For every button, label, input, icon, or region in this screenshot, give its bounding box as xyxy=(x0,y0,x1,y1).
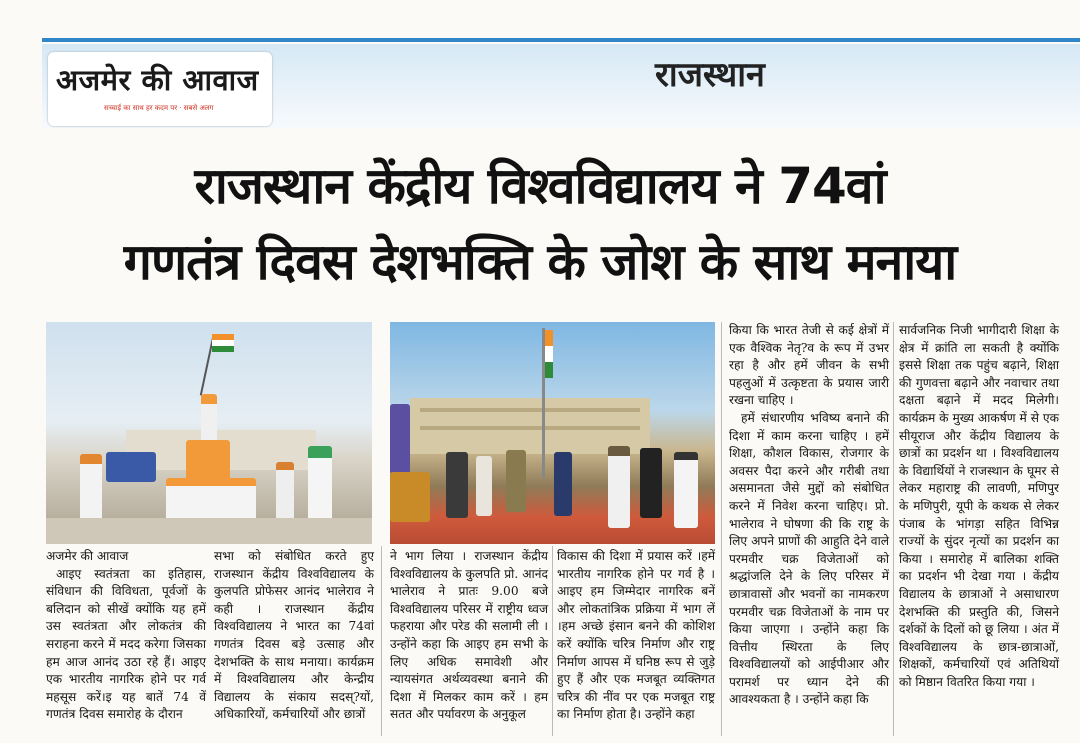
photo-students-pyramid xyxy=(46,322,372,544)
column-1-text: आइए स्वतंत्रता का इतिहास, संविधान की विविधता, पूर्वजों के बलिदान को सीखें क्योंकि यह हमें उस स्वतंत्रता और लोकतंत्र की सराहना करने में मदद करेगा जिसका हम आज आनंद उठा रहे हैं। आइए एक भारतीय नागरिक होने पर गर्व महसूस करें।इ यह बातें 74 वें गणतंत्र दिवस समारोह के दौरान xyxy=(46,566,206,722)
column-5-text-a: किया कि भारत तेजी से कई क्षेत्रों में एक वैश्विक नेतृ?व के रूप में उभर रहा है और हमें जीवन के सभी पहलुओं में उत्कृष्टता के प्रयास जारी रखना चाहिए । xyxy=(729,323,889,408)
column-6-text: सार्वजनिक निजी भागीदारी शिक्षा के क्षेत्र में क्रांति ला सकती है क्योंकि इससे शिक्षा तक पहुंच बढ़ाने, शिक्षा की गुणवत्ता बढ़ाने और नवाचार तथा दक्षता बढ़ाने में मदद मिलेगी। कार्यक्रम के मुख्य आकर्षण में से एक सीयूराज और केंद्रीय विद्यालय के छात्रों का प्रदर्शन था । विश्वविद्यालय के विद्यार्थियों ने राजस्थान के घूमर से लेकर महाराष्ट्र की लावणी, मणिपुर के मणिपुरी, यूपी के कथक से लेकर पंजाब के भांगड़ा सहित विभिन्न राज्यों के सुंदर नृत्यों का प्रदर्शन का किया । समारोह में बालिका शक्ति का प्रदर्शन भी देखा गया । केंद्रीय विद्यालय के छात्राओं ने असाधारण देशभक्ति की प्रस्तुति की, जिसने दर्शकों के दिलों को छू लिया । अंत में विश्वविद्यालय के छात्र-छात्राओं, शिक्षकों, कर्मचारियों एवं अतिथियों को मिष्ठान वितरित किया गया । xyxy=(899,323,1059,689)
column-5-text-b: हमें संधारणीय भविष्य बनाने की दिशा में काम करना चाहिए । हमें शिक्षा, कौशल विकास, रोजगार के अवसर पैदा करने और गरीबी तथा असमानता जैसे मुद्दों को संबोधित करने में निवेश करना चाहिए। प्रो. भालेराव ने घोषणा की कि राष्ट्र के लिए अपने प्राणों की आहुति देने वाले परमवीर चक्र विजेताओं को श्रद्धांजलि देने के लिए परिसर में छात्रावासों और भवनों का नामकरण परमवीर चक्र विजेताओं के नाम पर किया जाएगा । उन्होंने कहा कि वित्तीय स्थिरता के लिए विश्वविद्यालयों को आईपीआर और परामर्श पर ध्यान देने की आवश्यकता है । उन्होंने कहा कि xyxy=(729,410,889,707)
article-column-4 xyxy=(557,548,715,724)
section-title: राजस्थान xyxy=(655,55,765,95)
logo-title: अजमेर की आवाज xyxy=(56,63,259,97)
column-2-text: सभा को संबोधित करते हुए राजस्थान केंद्रीय विश्वविद्यालय के कुलपति प्रोफेसर आनंद भालेराव ने कही । राजस्थान केंद्रीय विश्वविद्यालय ने भारत का 74वां गणतंत्र दिवस बड़े उत्साह और देशभक्ति के साथ मनाया। कार्यक्रम में विश्वविद्यालय और केन्द्रीय विद्यालय के संकाय सदस्?यों, अधिकारियों, कर्मचारियों और छात्रों xyxy=(214,549,374,722)
dateline: अजमेर की आवाज xyxy=(46,549,129,563)
article-column-2 xyxy=(214,548,374,724)
column-4-text: विकास की दिशा में प्रयास करें ।हमें भारतीय नागरिक होने पर गर्व है । आइए हम जिम्मेदार नागरिक बनें और लोकतांत्रिक प्रक्रिया में भाग लें ।हम अच्छे इंसान बनने की कोशिश करें क्योंकि चरित्र निर्माण और राष्ट्र निर्माण आपस में घनिष्ठ रूप से जुड़े हुए हैं और एक मजबूत व्यक्तिगत चरित्र की नींव पर एक मजबूत राष्ट्र का निर्माण होता है। उन्होंने कहा xyxy=(557,549,715,722)
article-column-1 xyxy=(46,548,206,724)
article-column-6 xyxy=(899,322,1059,691)
logo-tagline: सच्चाई का साथ हर कदम पर · सबसे अलग xyxy=(104,104,214,112)
article-column-3 xyxy=(390,548,548,724)
photo-flag-hoisting xyxy=(390,322,715,544)
headline-line-1: राजस्थान केंद्रीय विश्वविद्यालय ने 74वां xyxy=(194,157,886,215)
article-column-5 xyxy=(729,322,889,709)
top-blue-strip xyxy=(42,38,1080,42)
column-3-text: ने भाग लिया । राजस्थान केंद्रीय विश्वविद्यालय के कुलपति प्रो. आनंद भालेराव ने प्रातः 9.00 बजे विश्वविद्यालय परिसर में राष्ट्रीय ध्वज फहराया और परेड की सलामी ली । उन्होंने कहा कि आइए हम सभी के लिए अधिक समावेशी और न्यायसंगत अर्थव्यवस्था बनाने की दिशा में मिलकर काम करें । हम सतत और पर्यावरण के अनुकूल xyxy=(390,549,548,722)
headline-line-2: गणतंत्र दिवस देशभक्ति के जोश के साथ मनाया xyxy=(123,233,957,291)
